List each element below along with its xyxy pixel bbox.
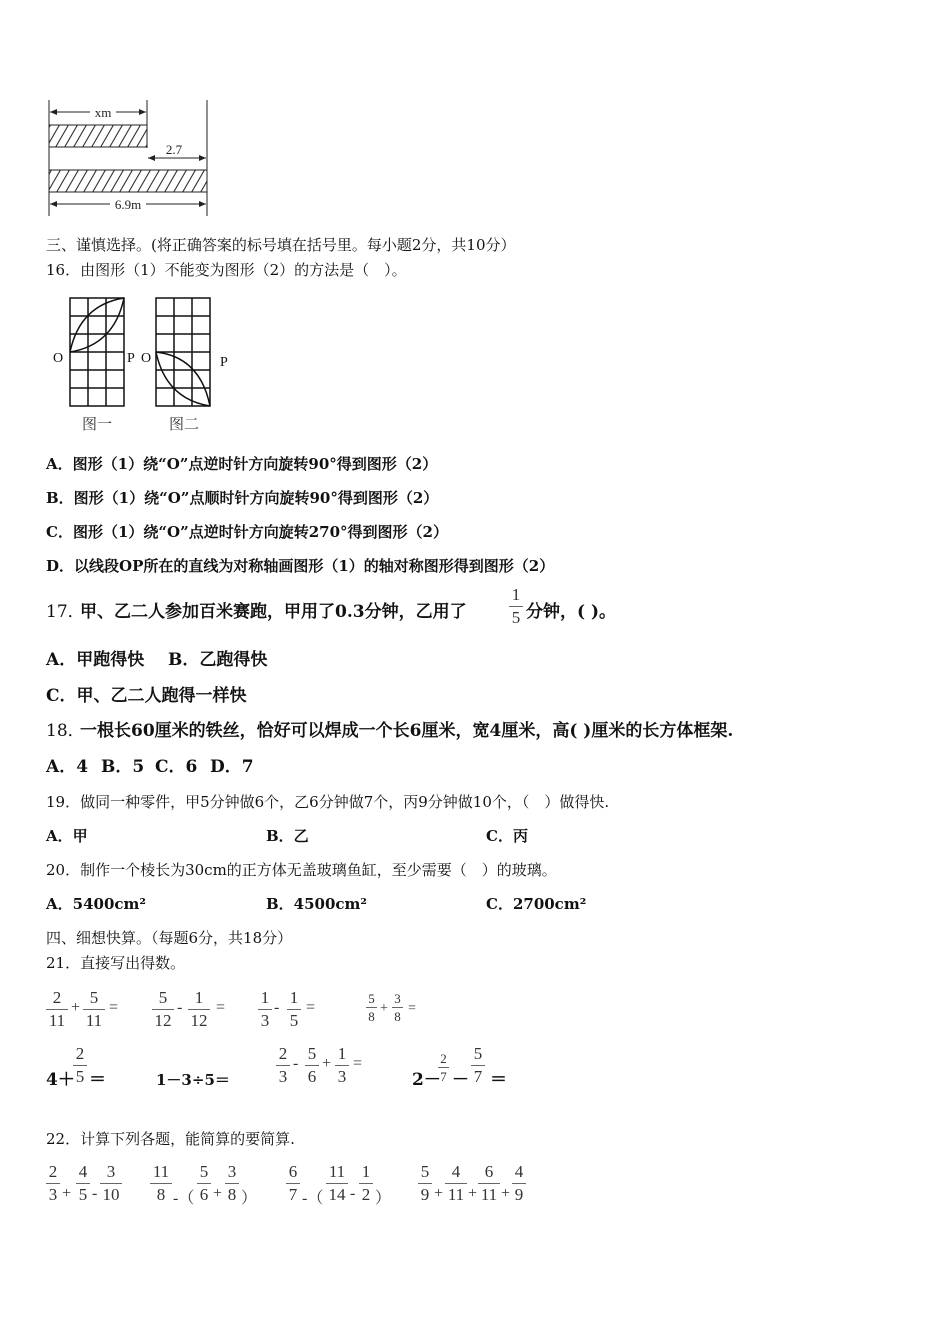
q17-option-a[interactable]: A．甲跑得快	[46, 650, 145, 670]
fig2-caption: 图二	[168, 417, 200, 433]
q17-frac-den: 5	[511, 608, 521, 627]
q16-option-c[interactable]: C．图形（1）绕“O”点逆时针方向旋转270°得到图形（2）	[46, 523, 448, 541]
q21-e5-pre: 4＋	[46, 1070, 75, 1090]
q22-e4-op2: +	[468, 1185, 478, 1202]
q22-e4-op3: +	[501, 1185, 511, 1202]
q21-e2-eq: =	[216, 999, 226, 1016]
q21-e3-frac-b: 1 5	[287, 988, 301, 1031]
q22-e3-op1: -（	[302, 1190, 324, 1207]
q21-e5-frac: 2 5	[73, 1044, 87, 1087]
q21-e4-op: +	[380, 1001, 388, 1016]
q22-e4-frac-c: 6 11	[478, 1162, 500, 1205]
fig1-point-p: P	[127, 351, 135, 366]
q17-fraction	[509, 585, 523, 628]
q18-option-a[interactable]: A．4	[46, 757, 89, 777]
q21-e3-op: -	[274, 999, 280, 1016]
q21-e8-pre: 2－	[412, 1070, 441, 1090]
q21-e7-frac-a: 2 3	[276, 1044, 290, 1087]
q22-e3-frac-a: 6 7	[286, 1162, 300, 1205]
q21-e2-frac-b: 1 12	[188, 988, 210, 1031]
q21-e1-frac-b: 5 11	[83, 988, 105, 1031]
q22-e4-frac-d: 4 9	[512, 1162, 526, 1205]
q17-frac-num: 1	[511, 585, 521, 604]
q21-e6: 1－3÷5＝	[156, 1071, 230, 1089]
q21-e1-op: +	[71, 999, 81, 1016]
q20-option-c[interactable]: C．2700cm²	[486, 895, 587, 913]
q22-e2-frac-a: 11 8	[150, 1162, 172, 1205]
q22-e1-op1: +	[62, 1185, 72, 1202]
q21-e3-eq: =	[306, 999, 316, 1016]
q22-e2-close: ）	[241, 1190, 258, 1207]
q16-grid-figures	[50, 293, 240, 435]
q21-e3-frac-a: 1 3	[258, 988, 272, 1031]
q21-e7-frac-c: 1 3	[335, 1044, 349, 1087]
q16-option-b[interactable]: B．图形（1）绕“O”点顺时针方向旋转90°得到图形（2）	[46, 489, 439, 507]
q20-option-a[interactable]: A．5400cm²	[46, 895, 146, 913]
q22-e3-op2: -	[350, 1185, 356, 1202]
q21-e2-frac-a: 5 12	[152, 988, 174, 1031]
q22-e2-op1: -（	[173, 1190, 195, 1207]
q22-e1-op2: -	[92, 1185, 98, 1202]
q18-number: 18．	[46, 721, 85, 741]
q22-e4-frac-a: 5 9	[418, 1162, 432, 1205]
q22-e4-frac-b: 4 11	[445, 1162, 467, 1205]
q21-e7-op1: -	[293, 1055, 299, 1072]
fig1-point-o: O	[53, 351, 64, 366]
q22-e4-op1: +	[434, 1185, 444, 1202]
q18-stem: 一根长60厘米的铁丝，恰好可以焊成一个长6厘米，宽4厘米，高( )厘米的长方体框架.	[80, 721, 734, 741]
fig2-point-p: P	[220, 355, 228, 370]
q21-e4-eq: =	[408, 1001, 416, 1016]
q19-option-c[interactable]: C．丙	[486, 827, 528, 845]
section4-title: 四、细想快算。（每题6分，共18分）	[46, 929, 293, 947]
label-x: xm	[94, 105, 112, 120]
q17-option-b[interactable]: B．乙跑得快	[168, 650, 268, 670]
q16-option-d[interactable]: D．以线段OP所在的直线为对称轴画图形（1）的轴对称图形得到图形（2）	[46, 557, 555, 575]
q21-e7-frac-b: 5 6	[305, 1044, 319, 1087]
label-gap: 2.7	[165, 142, 183, 157]
q17-stem-after: 分钟，( )。	[526, 602, 617, 622]
q18-option-c[interactable]: C．6	[155, 757, 198, 777]
q21-e1-eq: =	[109, 999, 119, 1016]
q22-e2-frac-b: 5 6	[197, 1162, 211, 1205]
q17-stem-before: 甲、乙二人参加百米赛跑，甲用了0.3分钟，乙用了	[80, 602, 467, 622]
q22-e3-frac-b: 11 14	[326, 1162, 348, 1205]
section3-title: 三、谨慎选择。(将正确答案的标号填在括号里。每小题2分，共10分）	[46, 236, 516, 254]
q17-option-c[interactable]: C．甲、乙二人跑得一样快	[46, 686, 247, 706]
q18-option-b[interactable]: B．5	[101, 757, 145, 777]
q19-stem: 19．做同一种零件，甲5分钟做6个，乙6分钟做7个，丙9分钟做10个，（ ）做得快.	[46, 793, 610, 811]
q21-e8-frac-b: 5 7	[471, 1044, 485, 1087]
q21-e7-eq: =	[353, 1055, 363, 1072]
q22-e2-frac-c: 3 8	[225, 1162, 239, 1205]
q21-e1-frac-a: 2 11	[46, 988, 68, 1031]
q21-stem: 21．直接写出得数。	[46, 954, 186, 972]
q21-e2-op: -	[177, 999, 183, 1016]
q22-e1-frac-a: 2 3	[46, 1162, 60, 1205]
q22-e3-frac-c: 1 2	[359, 1162, 373, 1205]
strip-diagram	[44, 98, 214, 220]
q19-option-a[interactable]: A．甲	[46, 827, 88, 845]
q22-e3-close: ）	[375, 1190, 392, 1207]
q20-stem: 20．制作一个棱长为30cm的正方体无盖玻璃鱼缸，至少需要（ ）的玻璃。	[46, 861, 557, 879]
q16-stem: 16．由图形（1）不能变为图形（2）的方法是（ ）。	[46, 261, 407, 279]
q18-option-d[interactable]: D．7	[210, 757, 254, 777]
fig1-caption: 图一	[81, 417, 113, 433]
fig2-point-o: O	[141, 351, 152, 366]
q22-e1-frac-c: 3 10	[100, 1162, 122, 1205]
q21-e4-frac-a: 5 8	[366, 991, 377, 1024]
q22-stem: 22．计算下列各题，能简算的要简算.	[46, 1130, 295, 1148]
q21-e8-op: －	[452, 1070, 469, 1090]
q21-e5-eq: ＝	[89, 1070, 106, 1090]
q22-e2-op2: +	[213, 1185, 223, 1202]
q21-e8-frac-a: 2 7	[438, 1051, 449, 1084]
q16-option-a[interactable]: A．图形（1）绕“O”点逆时针方向旋转90°得到图形（2）	[46, 455, 438, 473]
q21-e4-frac-b: 3 8	[392, 991, 403, 1024]
q20-option-b[interactable]: B．4500cm²	[266, 895, 368, 913]
q22-e1-frac-b: 4 5	[76, 1162, 90, 1205]
q21-e7-op2: +	[322, 1055, 332, 1072]
q17-number: 17．	[46, 602, 85, 622]
q19-option-b[interactable]: B．乙	[266, 827, 309, 845]
label-total: 6.9m	[114, 197, 142, 212]
q21-e8-eq: ＝	[490, 1070, 507, 1090]
